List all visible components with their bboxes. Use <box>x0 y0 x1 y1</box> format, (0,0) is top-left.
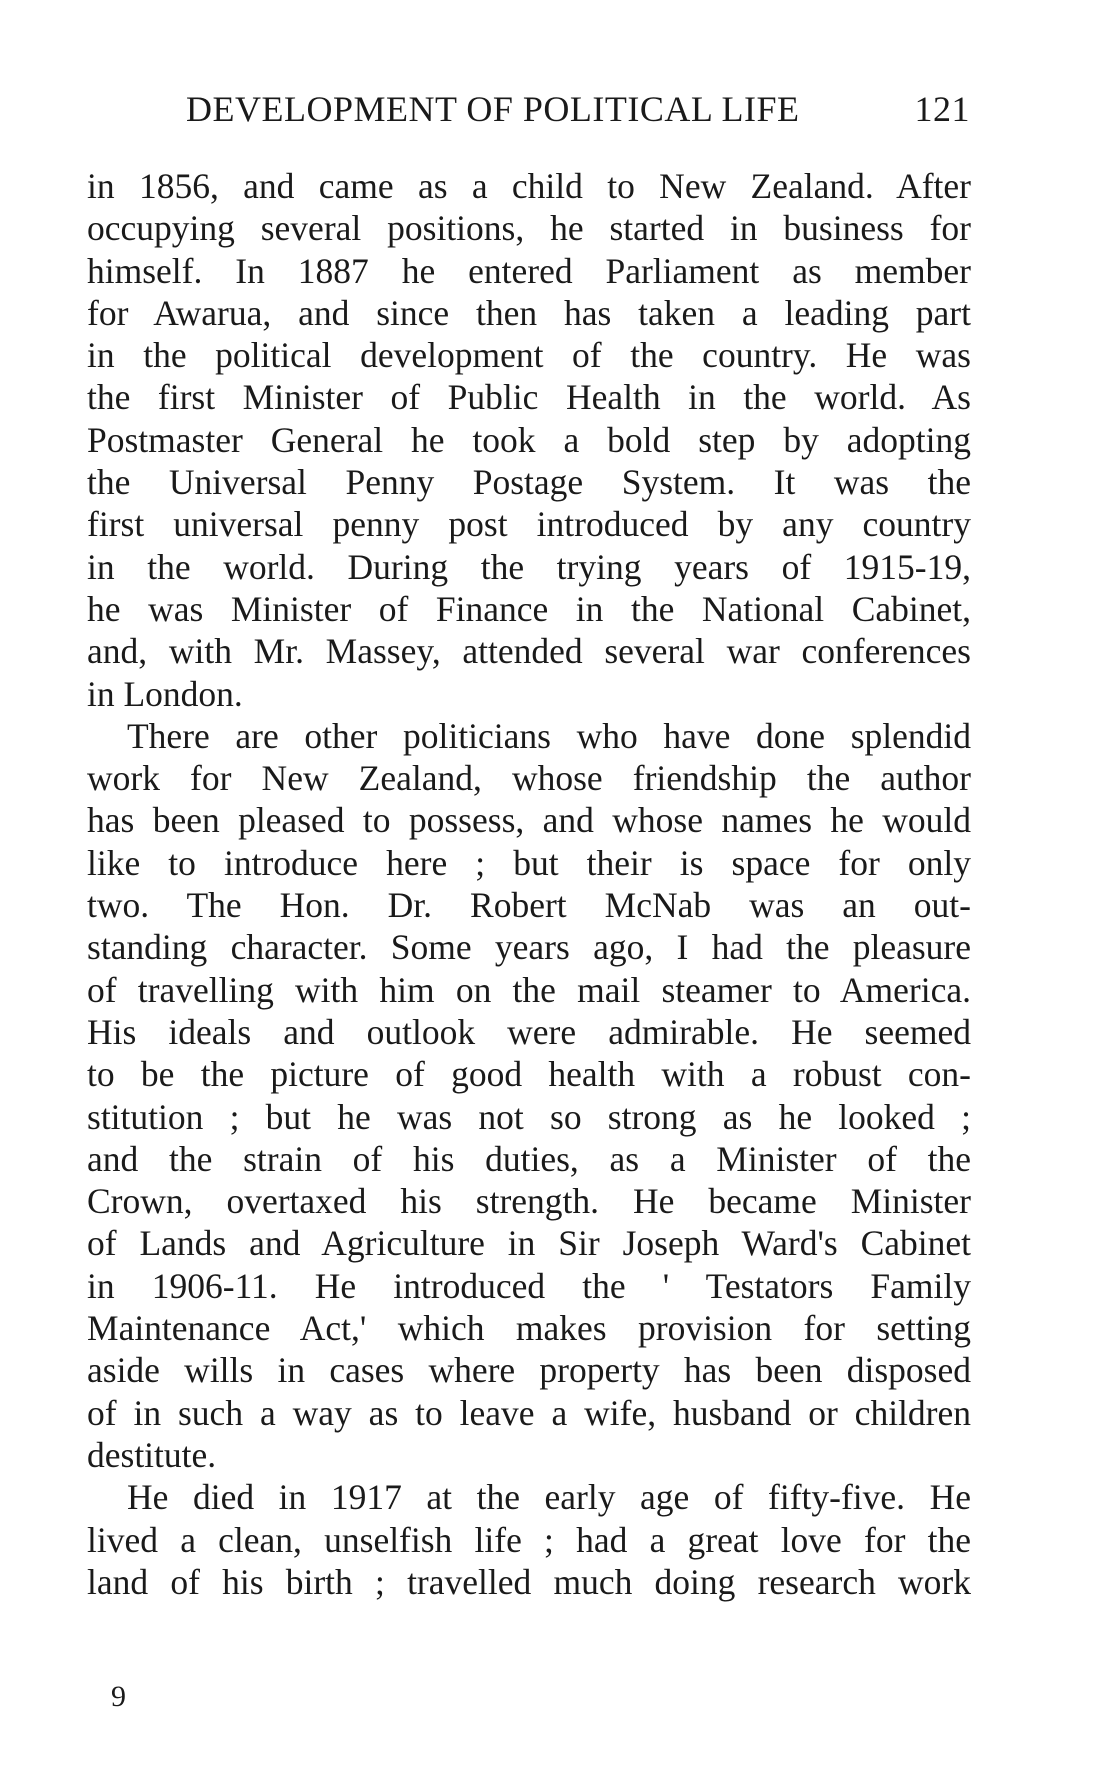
text-line: and the strain of his duties, as a Minister of the <box>87 1138 971 1179</box>
text-line: of in such a way as to leave a wife, husband or children <box>87 1392 971 1433</box>
text-line: Crown, overtaxed his strength. He became Minister <box>87 1181 971 1222</box>
paragraph-3 <box>87 1476 971 1603</box>
text-line: of Lands and Agriculture in Sir Joseph Ward's Cabinet <box>87 1223 971 1264</box>
text-line: lived a clean, unselfish life ; had a great love for the <box>87 1519 971 1560</box>
text-line: and, with Mr. Massey, attended several war conferences <box>87 631 971 672</box>
paragraph-2 <box>87 715 971 1476</box>
text-line: in the world. During the trying years of 1915-19, <box>87 546 971 587</box>
text-line: has been pleased to possess, and whose names he would <box>87 800 971 841</box>
text-line: the first Minister of Public Health in the world. As <box>87 377 971 418</box>
text-line: land of his birth ; travelled much doing research work <box>87 1561 971 1602</box>
text-line: occupying several positions, he started in business for <box>87 208 971 249</box>
text-line: first universal penny post introduced by any country <box>87 504 971 545</box>
text-line: destitute. <box>87 1434 217 1475</box>
text-line: himself. In 1887 he entered Parliament as member <box>87 250 971 291</box>
text-line: in 1906-11. He introduced the ' Testators Family <box>87 1265 971 1306</box>
text-line: His ideals and outlook were admirable. He seemed <box>87 1011 971 1052</box>
text-line: There are other politicians who have done splendid <box>127 715 971 756</box>
body-text <box>87 165 971 1603</box>
text-line: the Universal Penny Postage System. It was the <box>87 462 971 503</box>
text-line: in London. <box>87 673 243 714</box>
text-line: to be the picture of good health with a robust con- <box>87 1054 971 1095</box>
text-line: for Awarua, and since then has taken a leading part <box>87 292 971 333</box>
text-line: he was Minister of Finance in the National Cabinet, <box>87 588 971 629</box>
page-number: 121 <box>914 89 970 129</box>
running-head <box>186 88 970 138</box>
text-line: like to introduce here ; but their is space for only <box>87 842 971 883</box>
text-line: work for New Zealand, whose friendship the author <box>87 758 971 799</box>
text-line: Postmaster General he took a bold step by adopting <box>87 419 971 460</box>
text-line: stitution ; but he was not so strong as he looked ; <box>87 1096 971 1137</box>
text-line: aside wills in cases where property has been disposed <box>87 1350 971 1391</box>
paragraph-1 <box>87 165 971 715</box>
text-line: in 1856, and came as a child to New Zealand. After <box>87 166 971 206</box>
running-head-title: DEVELOPMENT OF POLITICAL LIFE <box>186 89 800 129</box>
text-line: He died in 1917 at the early age of fifty-five. He <box>127 1477 971 1518</box>
text-line: Maintenance Act,' which makes provision for setting <box>87 1308 971 1349</box>
text-line: two. The Hon. Dr. Robert McNab was an out- <box>87 885 971 926</box>
signature-mark: 9 <box>111 1680 126 1713</box>
text-line: of travelling with him on the mail steamer to America. <box>87 969 971 1010</box>
text-line: standing character. Some years ago, I had the pleasure <box>87 927 971 968</box>
text-line: in the political development of the country. He was <box>87 335 971 376</box>
